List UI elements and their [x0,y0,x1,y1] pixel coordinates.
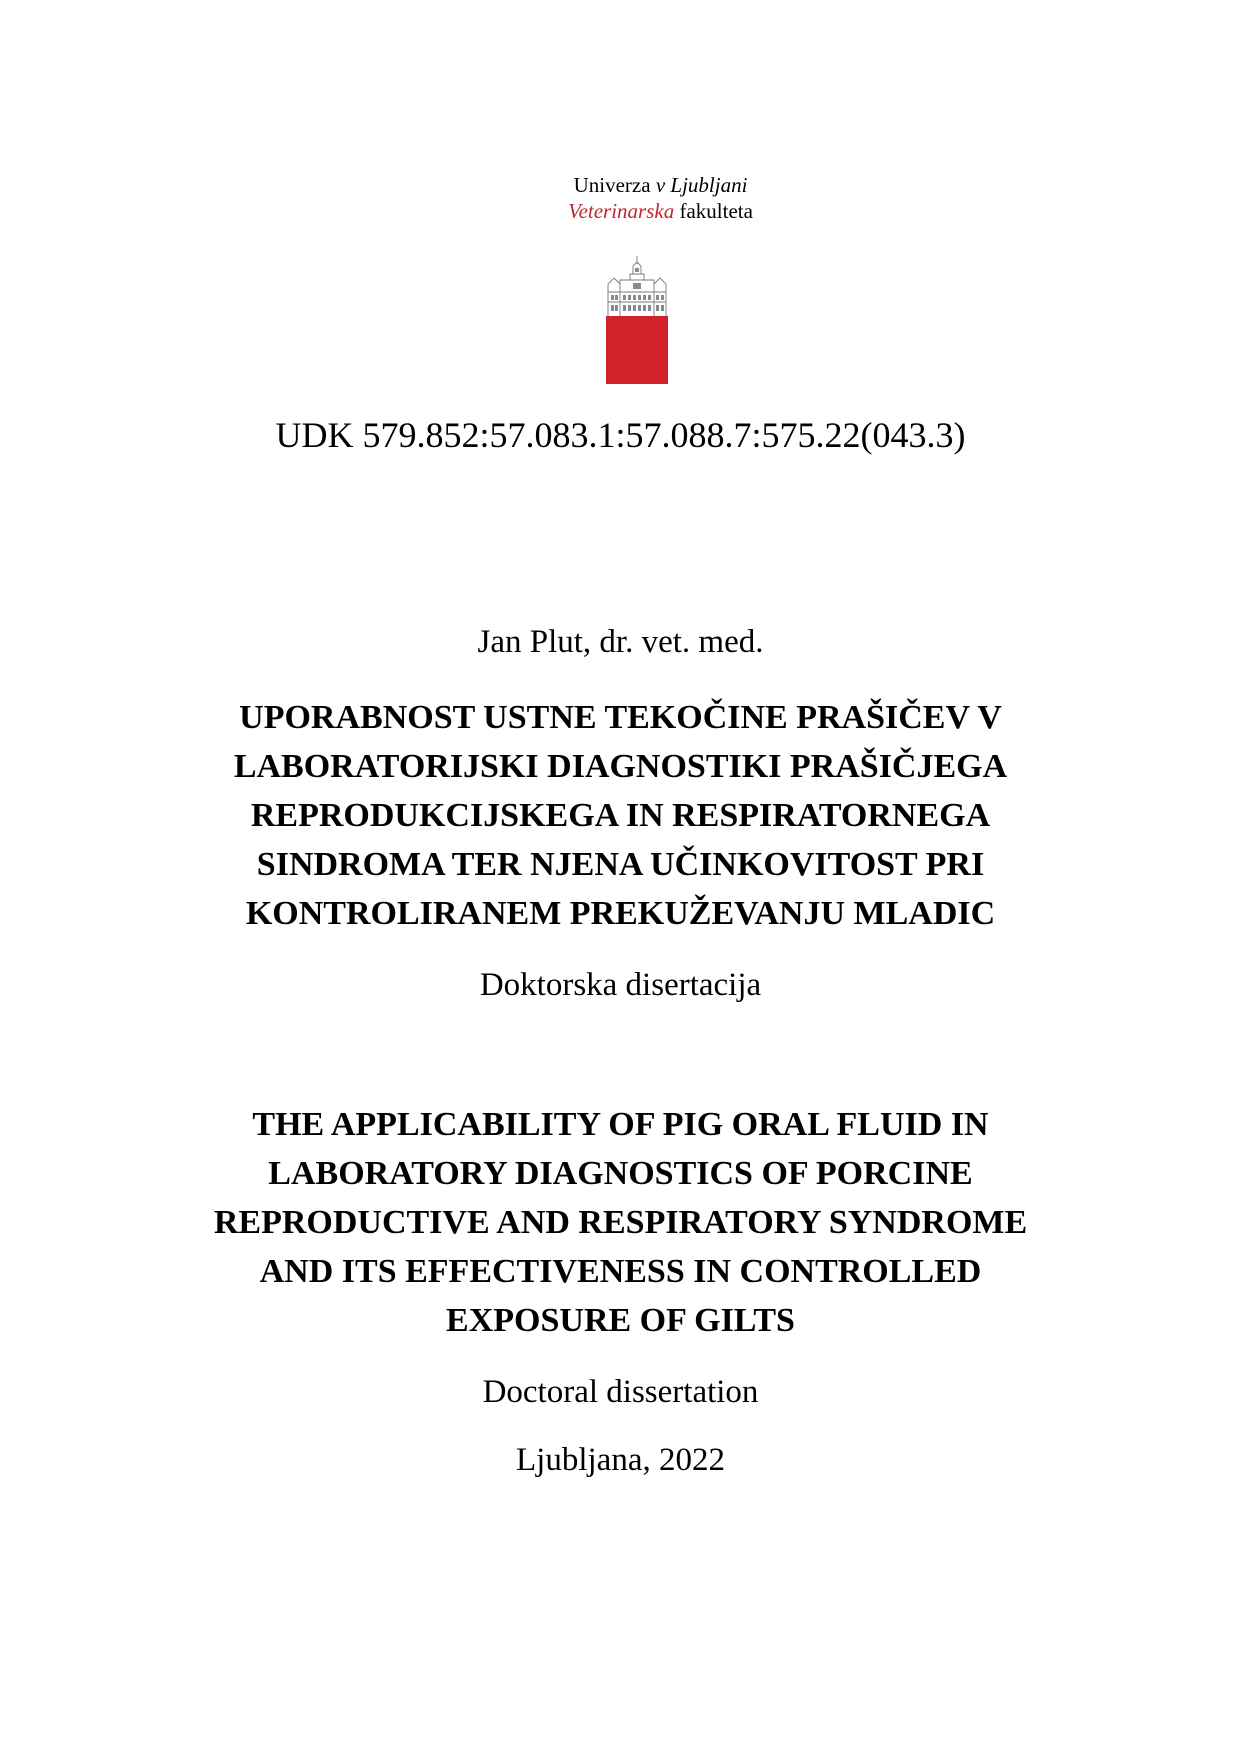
title-en-line: AND ITS EFFECTIVENESS IN CONTROLLED [259,1253,982,1290]
university-city: v Ljubljani [655,173,748,197]
author-name: Jan Plut, dr. vet. med. [477,624,764,660]
title-sl-line: SINDROMA TER NJENA UČINKOVITOST PRI [256,846,985,883]
title-english [0,1100,1241,1345]
university-name [40,172,1241,224]
title-en-line: THE APPLICABILITY OF PIG ORAL FLUID IN [252,1106,989,1143]
place-and-year: Ljubljana, 2022 [516,1442,725,1478]
title-sl-line: REPRODUKCIJSKEGA IN RESPIRATORNEGA [250,797,991,834]
logo-red-block [606,316,668,384]
document-type-slovenian: Doktorska disertacija [479,967,762,1003]
university-building-logo-icon [606,256,668,384]
document-type-english: Doctoral dissertation [482,1374,759,1410]
title-en-line: REPRODUCTIVE AND RESPIRATORY SYNDROME [213,1204,1028,1241]
title-sl-line: UPORABNOST USTNE TEKOČINE PRAŠIČEV V [239,699,1002,736]
faculty-suffix: fakulteta [674,199,753,223]
university-line-1 [40,172,1241,198]
title-sl-line: KONTROLIRANEM PREKUŽEVANJU MLADIC [245,895,996,932]
faculty-line [40,198,1241,224]
title-sl-line: LABORATORIJSKI DIAGNOSTIKI PRAŠIČJEGA [233,748,1008,785]
title-slovenian [0,693,1241,938]
title-en-line: LABORATORY DIAGNOSTICS OF PORCINE [268,1155,973,1192]
faculty-word: Veterinarska [568,199,675,223]
title-en-line: EXPOSURE OF GILTS [446,1302,795,1339]
university-word: Univerza [573,173,656,197]
udk-classification: UDK 579.852:57.083.1:57.088.7:575.22(043.3) [275,415,966,455]
